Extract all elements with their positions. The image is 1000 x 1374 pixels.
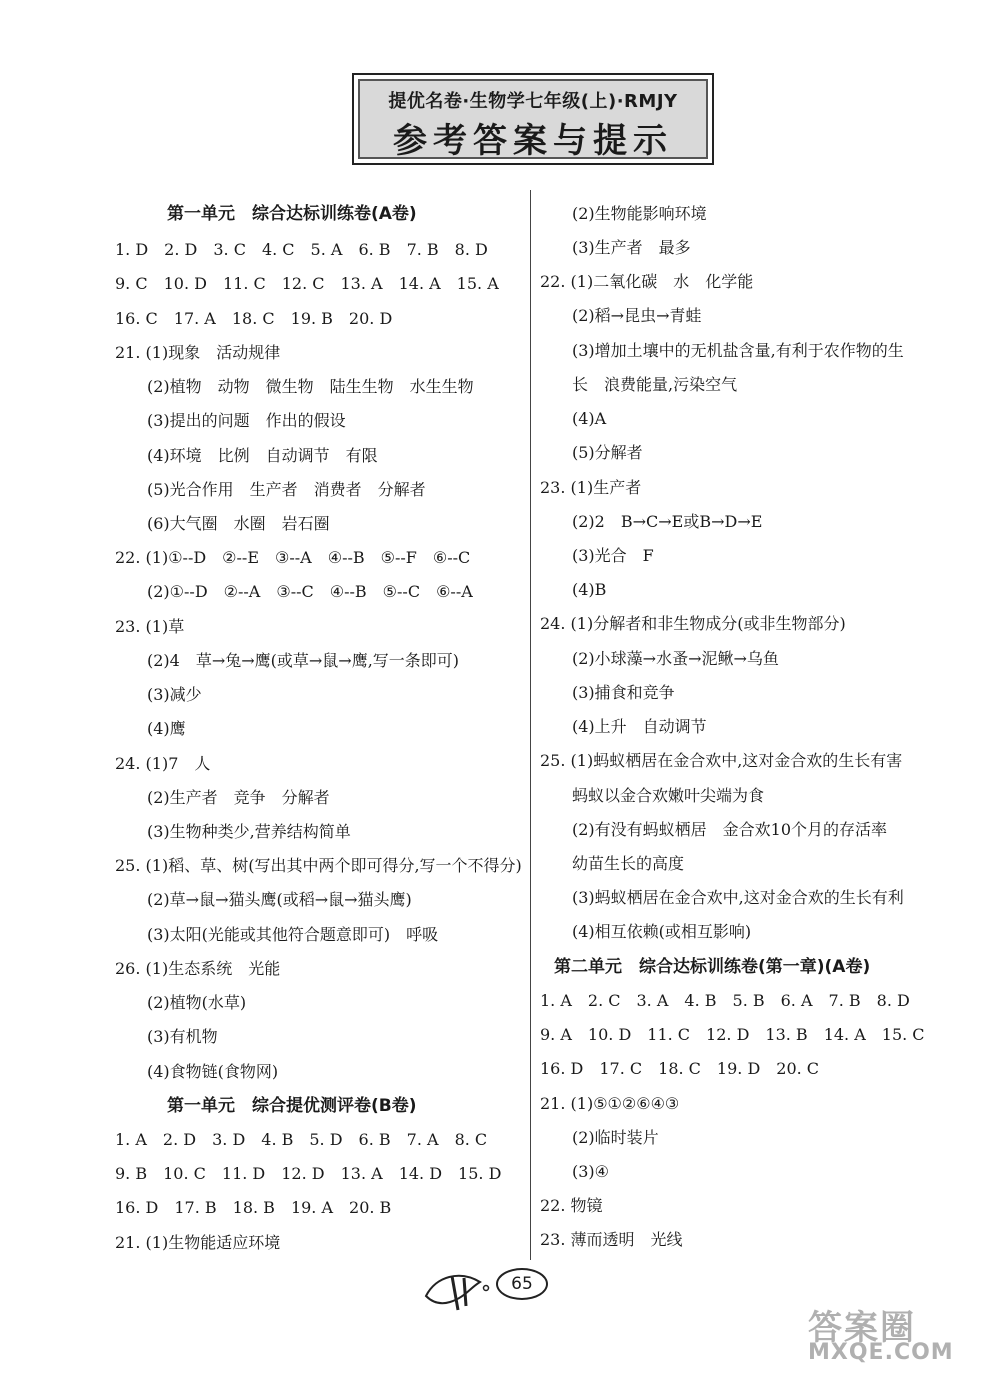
page-number: 65 xyxy=(496,1268,548,1300)
answer-line: 9. B 10. C 11. D 12. D 13. A 14. D 15. D xyxy=(115,1164,502,1183)
answer-line: 25. (1)稻、草、树(写出其中两个即可得分,写一个不得分) xyxy=(115,856,522,875)
answer-line: (6)大气圈 水圈 岩石圈 xyxy=(147,514,330,533)
answer-line: 1. A 2. D 3. D 4. B 5. D 6. B 7. A 8. C xyxy=(115,1130,488,1149)
answer-line: 22. 物镜 xyxy=(540,1196,603,1215)
site-watermark xyxy=(800,1300,990,1366)
page-title: 参考答案与提示 xyxy=(393,121,673,161)
answer-line: (4)A xyxy=(572,409,607,428)
answer-line: (2)①--D ②--A ③--C ④--B ⑤--C ⑥--A xyxy=(147,582,473,601)
watermark-logo-text: 答案圈 xyxy=(808,1308,916,1348)
answer-line: 26. (1)生态系统 光能 xyxy=(115,959,281,978)
answer-line: (3)有机物 xyxy=(147,1027,218,1046)
answer-line: (2)生物能影响环境 xyxy=(572,204,707,223)
answer-line: 幼苗生长的高度 xyxy=(572,854,685,873)
book-subtitle: 提优名卷·生物学七年级(上)·RMJY xyxy=(388,91,678,112)
answer-line: (2)草→鼠→猫头鹰(或稻→鼠→猫头鹰) xyxy=(147,890,412,909)
answer-line: (2)临时装片 xyxy=(572,1128,659,1147)
section-heading: 第一单元 综合达标训练卷(A卷) xyxy=(167,204,417,224)
answer-line: 23. 薄而透明 光线 xyxy=(540,1230,683,1249)
answer-line: (3)④ xyxy=(572,1162,610,1181)
fish-icon xyxy=(420,1258,494,1318)
answer-line: (3)太阳(光能或其他符合题意即可) 呼吸 xyxy=(147,925,439,944)
answer-line: (4)B xyxy=(572,580,607,599)
answer-line: (3)蚂蚁栖居在金合欢中,这对金合欢的生长有利 xyxy=(572,888,904,907)
answer-line: (3)光合 F xyxy=(572,546,654,565)
section-heading: 第一单元 综合提优测评卷(B卷) xyxy=(167,1096,417,1116)
answer-line: 21. (1)现象 活动规律 xyxy=(115,343,281,362)
answer-line: 长 浪费能量,污染空气 xyxy=(572,375,738,394)
answer-line: 16. D 17. C 18. C 19. D 20. C xyxy=(540,1059,820,1078)
answer-line: (2)植物(水草) xyxy=(147,993,247,1012)
answer-line: 23. (1)草 xyxy=(115,617,185,636)
answer-line: (2)稻→昆虫→青蛙 xyxy=(572,306,702,325)
watermark-url: MXQE.COM xyxy=(808,1340,954,1365)
answer-line: 9. A 10. D 11. C 12. D 13. B 14. A 15. C xyxy=(540,1025,925,1044)
answer-line: (2)有没有蚂蚁栖居 金合欢10个月的存活率 xyxy=(572,820,888,839)
answer-line: 24. (1)分解者和非生物成分(或非生物部分) xyxy=(540,614,846,633)
answer-line: (4)鹰 xyxy=(147,719,186,738)
answer-line: 16. C 17. A 18. C 19. B 20. D xyxy=(115,309,393,328)
answer-line: 蚂蚁以金合欢嫩叶尖端为食 xyxy=(572,786,765,805)
answer-line: (4)上升 自动调节 xyxy=(572,717,707,736)
answer-line: (4)环境 比例 自动调节 有限 xyxy=(147,446,378,465)
answer-line: (5)分解者 xyxy=(572,443,643,462)
answer-line: 25. (1)蚂蚁栖居在金合欢中,这对金合欢的生长有害 xyxy=(540,751,903,770)
answer-line: (2)植物 动物 微生物 陆生生物 水生生物 xyxy=(147,377,474,396)
answer-line: 1. A 2. C 3. A 4. B 5. B 6. A 7. B 8. D xyxy=(540,991,910,1010)
answer-line: (3)捕食和竞争 xyxy=(572,683,675,702)
answer-line: (5)光合作用 生产者 消费者 分解者 xyxy=(147,480,426,499)
answer-line: 1. D 2. D 3. C 4. C 5. A 6. B 7. B 8. D xyxy=(115,240,488,259)
answer-line: (3)生产者 最多 xyxy=(572,238,691,257)
answer-line: 22. (1)①--D ②--E ③--A ④--B ⑤--F ⑥--C xyxy=(115,548,471,567)
answer-line: (4)食物链(食物网) xyxy=(147,1062,279,1081)
answer-line: 23. (1)生产者 xyxy=(540,478,642,497)
answer-line: (4)相互依赖(或相互影响) xyxy=(572,922,752,941)
answer-line: 16. D 17. B 18. B 19. A 20. B xyxy=(115,1198,392,1217)
answer-line: (3)增加土壤中的无机盐含量,有利于农作物的生 xyxy=(572,341,904,360)
answer-line: (3)提出的问题 作出的假设 xyxy=(147,411,346,430)
answer-line: 21. (1)⑤①②⑥④③ xyxy=(540,1094,680,1113)
answer-line: (2)生产者 竞争 分解者 xyxy=(147,788,330,807)
column-divider xyxy=(530,190,531,1260)
answer-line: (2)2 B→C→E或B→D→E xyxy=(572,512,763,531)
answer-line: (2)小球藻→水蚤→泥鳅→乌鱼 xyxy=(572,649,779,668)
answer-line: (3)减少 xyxy=(147,685,202,704)
answer-line: (2)4 草→兔→鹰(或草→鼠→鹰,写一条即可) xyxy=(147,651,460,670)
answer-line: 24. (1)7 人 xyxy=(115,754,211,773)
answer-line: 21. (1)生物能适应环境 xyxy=(115,1233,281,1252)
answer-line: 9. C 10. D 11. C 12. C 13. A 14. A 15. A xyxy=(115,274,499,293)
section-heading: 第二单元 综合达标训练卷(第一章)(A卷) xyxy=(554,957,871,977)
answer-line: (3)生物种类少,营养结构简单 xyxy=(147,822,351,841)
answer-line: 22. (1)二氧化碳 水 化学能 xyxy=(540,272,754,291)
answer-key-header xyxy=(352,73,714,165)
